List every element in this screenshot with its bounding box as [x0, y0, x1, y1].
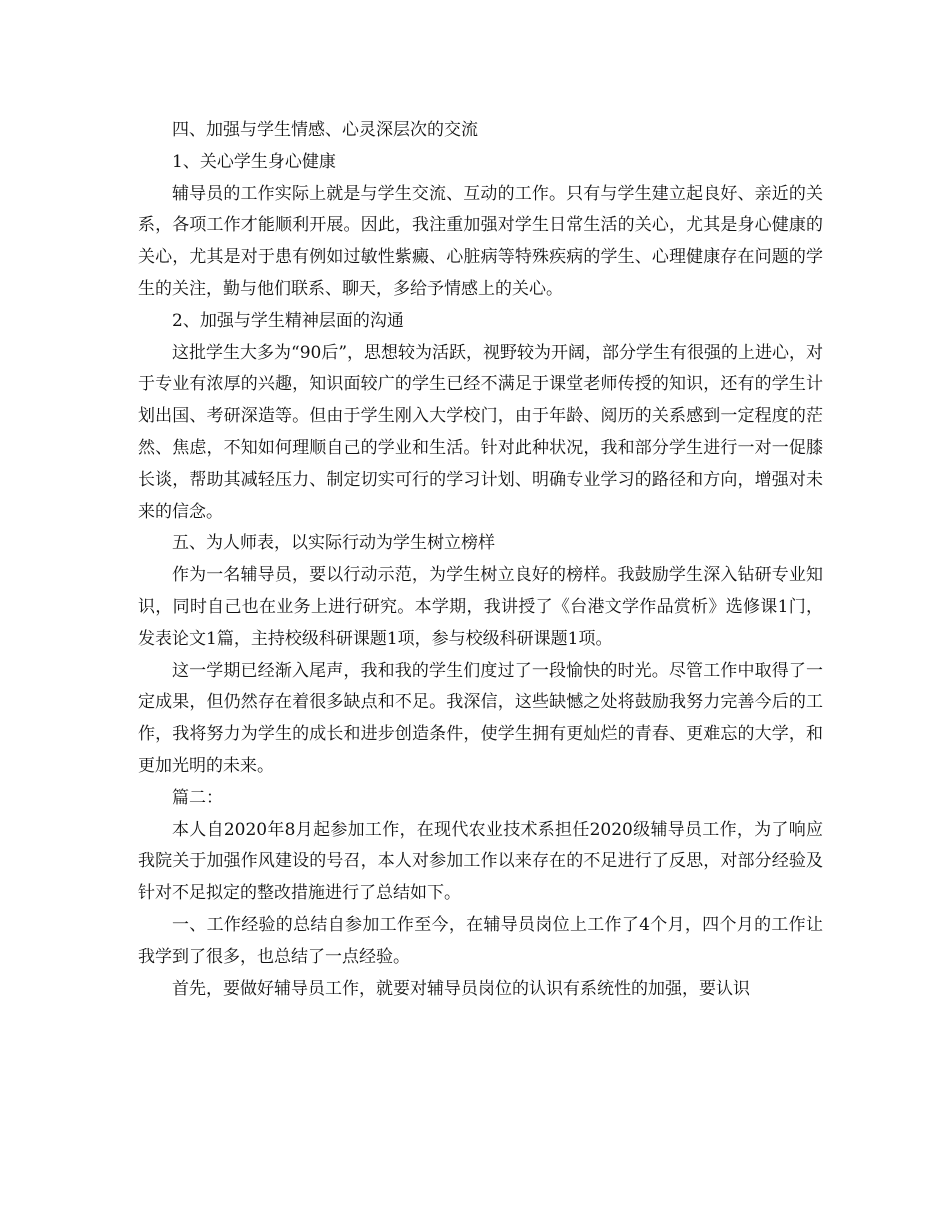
- subheading-health-care: 1、关心学生身心健康: [172, 151, 336, 172]
- paragraph-health-care: 辅导员的工作实际上就是与学生交流、互动的工作。只有与学生建立起良好、亲近的关系，各项工作才能顺利开展。因此，我注重加强对学生日常生活的关心，尤其是身心健康的关心，尤其是对于患有例如过敏性紫癜、心脏病等特殊疾病的学生、心理健康存在问题的学生的关注，勤与他们联系、聊天，多给予情感上的关心。: [138, 183, 823, 299]
- paragraph-first-point: 首先，要做好辅导员工作，就要对辅导员岗位的认识有系统性的加强，要认识: [172, 978, 750, 999]
- subheading-spiritual-communication: 2、加强与学生精神层面的沟通: [172, 310, 404, 331]
- paragraph-semester-summary: 这一学期已经渐入尾声，我和我的学生们度过了一段愉快的时光。尽管工作中取得了一定成果，但仍然存在着很多缺点和不足。我深信，这些缺憾之处将鼓励我努力完善今后的工作，我将努力为学生的成长和进步创造条件，使学生拥有更灿烂的青春、更难忘的大学，和更加光明的未来。: [138, 660, 823, 776]
- paragraph-role-model: 作为一名辅导员，要以行动示范，为学生树立良好的榜样。我鼓励学生深入钻研专业知识，同时自己也在业务上进行研究。本学期，我讲授了《台港文学作品赏析》选修课1门，发表论文1篇，主持校级科研课题1项，参与校级科研课题1项。: [138, 565, 823, 649]
- paragraph-spiritual-communication: 这批学生大多为“90后”，思想较为活跃，视野较为开阔，部分学生有很强的上进心，对于专业有浓厚的兴趣，知识面较广的学生已经不满足于课堂老师传授的知识，还有的学生计划出国、考研深造等。但由于学生刚入大学校门，由于年龄、阅历的关系感到一定程度的茫然、焦虑，不知如何理顺自己的学业和生活。针对此种状况，我和部分学生进行一对一促膝长谈，帮助其减轻压力、制定切实可行的学习计划、明确专业学习的路径和方向，增强对未来的信念。: [138, 342, 824, 522]
- paragraph-introduction: 本人自2020年8月起参加工作，在现代农业技术系担任2020级辅导员工作，为了响应我院关于加强作风建设的号召，本人对参加工作以来存在的不足进行了反思，对部分经验及针对不足拟定的整改措施进行了总结如下。: [138, 819, 823, 904]
- heading-section-four: 四、加强与学生情感、心灵深层次的交流: [172, 120, 478, 140]
- paragraph-work-experience: 一、工作经验的总结自参加工作至今，在辅导员岗位上工作了4个月，四个月的工作让我学到了很多，也总结了一点经验。: [138, 914, 823, 967]
- heading-part-two: 篇二：: [172, 787, 223, 808]
- document-body: [138, 115, 823, 1005]
- heading-section-five: 五、为人师表，以实际行动为学生树立榜样: [172, 533, 495, 554]
